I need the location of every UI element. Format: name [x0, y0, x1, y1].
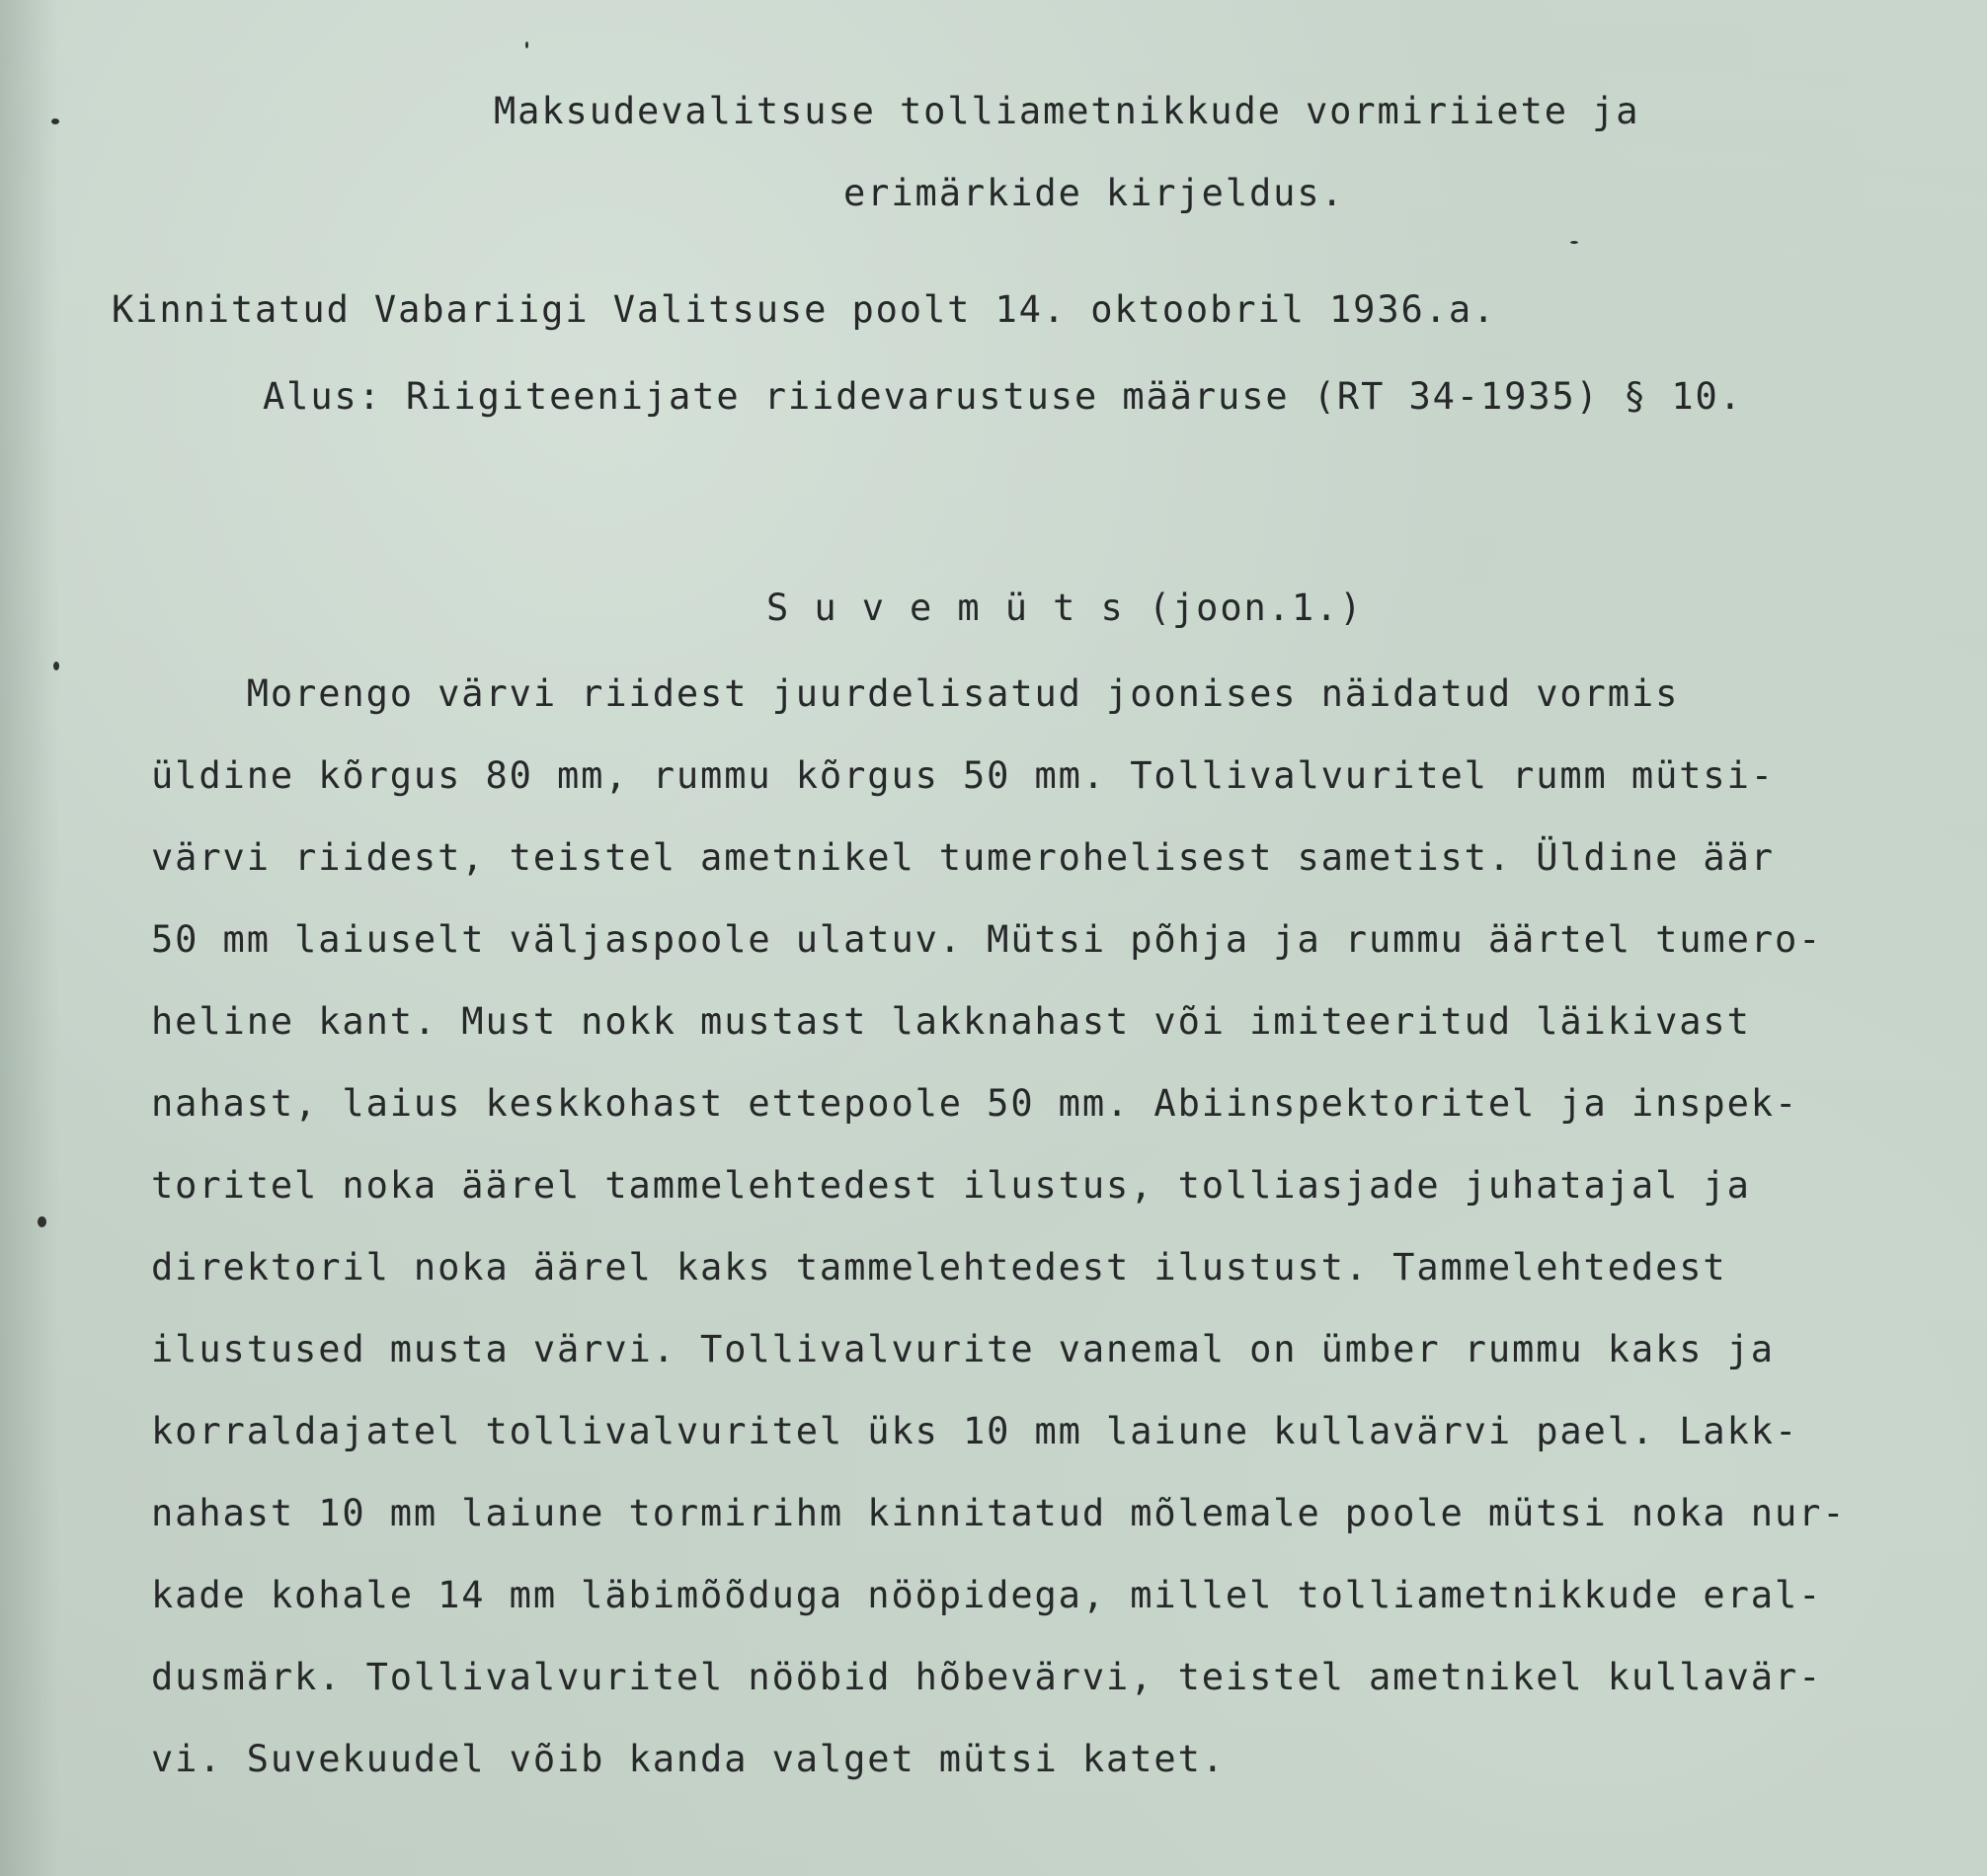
paragraph-line: vi. Suvekuudel võib kanda valget mütsi katet.	[151, 1738, 1226, 1780]
paragraph-line: kade kohale 14 mm läbimõõduga nööpidega, millel tolliametnikkude eral-	[151, 1574, 1823, 1616]
approval-line: Kinnitatud Vabariigi Valitsuse poolt 14. oktoobril 1936.a.	[112, 288, 1497, 331]
paragraph-line: nahast, laius keskkohast ettepoole 50 mm. Abiinspektoritel ja inspek-	[151, 1082, 1799, 1125]
paragraph-line: Morengo värvi riidest juurdelisatud joonises näidatud vormis	[151, 672, 1680, 715]
section-heading: S u v e m ü t s (joon.1.)	[766, 586, 1364, 629]
paragraph-line: dusmärk. Tollivalvuritel nööbid hõbevärvi, teistel ametnikel kullavär-	[151, 1656, 1823, 1698]
paragraph-line: ilustused musta värvi. Tollivalvurite vanemal on ümber rummu kaks ja	[151, 1328, 1775, 1370]
paragraph-line: üldine kõrgus 80 mm, rummu kõrgus 50 mm. Tollivalvuritel rumm mütsi-	[151, 754, 1775, 797]
margin-mark	[38, 1216, 46, 1227]
paragraph-line: direktoril noka äärel kaks tammelehtedest ilustust. Tammelehtedest	[151, 1246, 1727, 1289]
legal-basis-line: Alus: Riigiteenijate riidevarustuse määruse (RT 34-1935) § 10.	[263, 375, 1743, 418]
paragraph-line: korraldajatel tollivalvuritel üks 10 mm laiune kullavärvi pael. Lakk-	[151, 1410, 1799, 1452]
margin-mark	[51, 118, 59, 124]
paragraph-line: 50 mm laiuselt väljaspoole ulatuv. Mütsi põhja ja rummu äärtel tumero-	[151, 918, 1823, 961]
paragraph-line: nahast 10 mm laiune tormirihm kinnitatud mõlemale poole mütsi noka nur-	[151, 1492, 1847, 1534]
paragraph-line: värvi riidest, teistel ametnikel tumerohelisest sametist. Üldine äär	[151, 836, 1775, 879]
margin-mark	[1570, 241, 1578, 244]
page-edge-shadow	[0, 0, 59, 1876]
document-title-line-1: Maksudevalitsuse tolliametnikkude vormiriiete ja	[494, 90, 1640, 132]
document-title-line-2: erimärkide kirjeldus.	[843, 172, 1345, 214]
margin-mark	[525, 41, 528, 48]
paragraph-line: toritel noka äärel tammelehtedest ilustus, tolliasjade juhatajal ja	[151, 1164, 1751, 1207]
margin-mark	[53, 662, 59, 670]
paragraph-line: heline kant. Must nokk mustast lakknahast või imiteeritud läikivast	[151, 1000, 1751, 1043]
